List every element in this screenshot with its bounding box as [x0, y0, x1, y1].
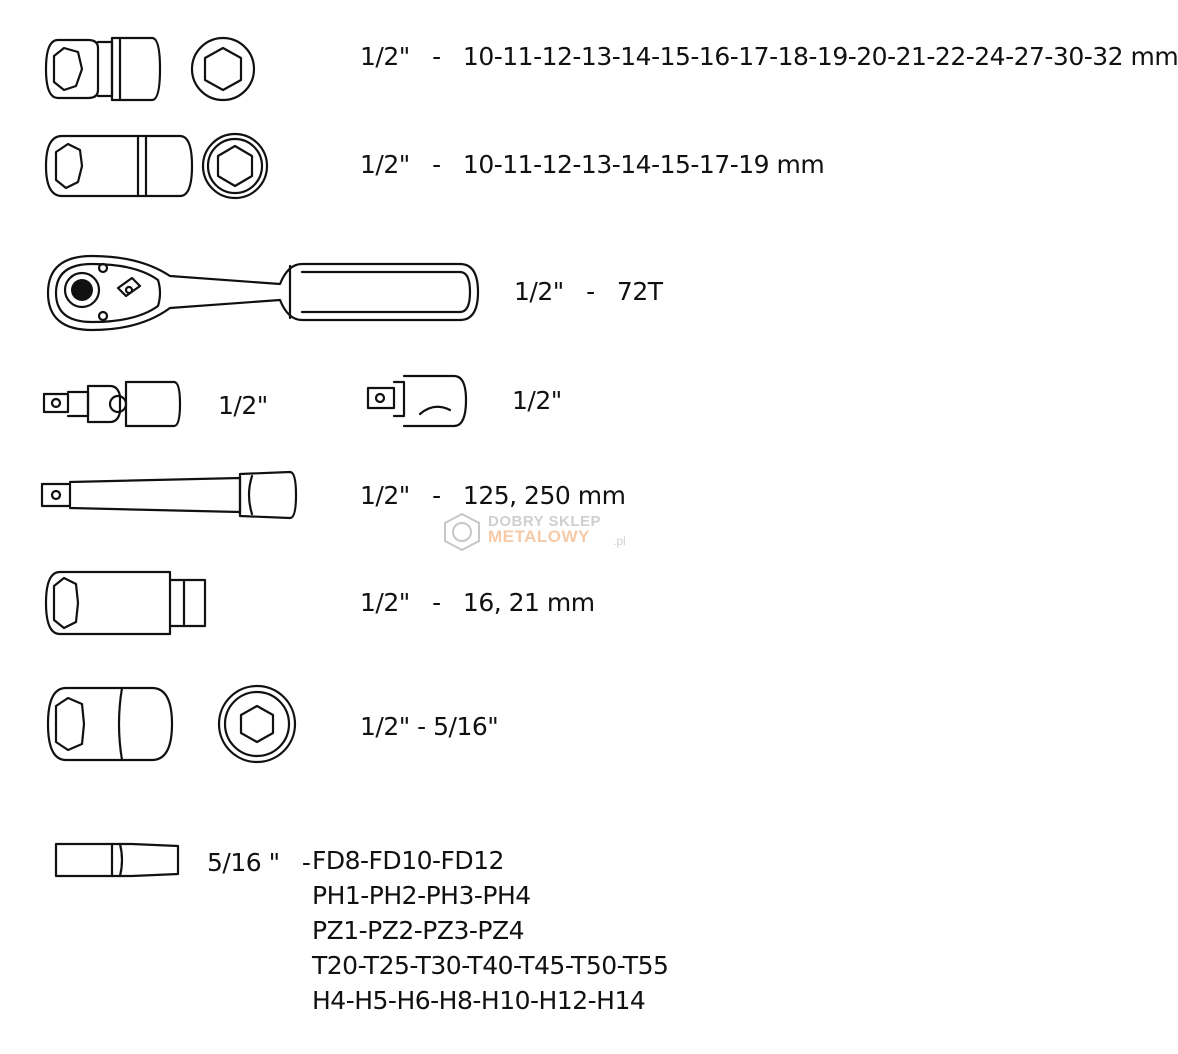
bits-line: PZ1-PZ2-PZ3-PZ4	[312, 916, 524, 945]
ratchet-icon	[40, 250, 490, 340]
bits-line: T20-T25-T30-T40-T45-T50-T55	[312, 951, 669, 980]
adapter-icon	[354, 372, 474, 432]
watermark	[440, 512, 660, 552]
row-1-spec: 1/2" - 10-11-12-13-14-15-16-17-18-19-20-21-22-24-27-30-32 mm	[360, 42, 1178, 71]
universal-joint-icon	[40, 372, 190, 436]
row-7-spec: 1/2" - 5/16"	[360, 712, 499, 741]
spark-plug-socket-icon	[40, 568, 230, 638]
watermark-line-2: METALOWY	[488, 527, 590, 546]
row-5-spec: 1/2" - 125, 250 mm	[360, 481, 626, 510]
bits-size: 5/16 " -	[207, 848, 311, 877]
row-2-spec: 1/2" - 10-11-12-13-14-15-17-19 mm	[360, 150, 825, 179]
screwdriver-bit-icon	[52, 840, 182, 880]
watermark-suffix: .pl	[613, 534, 626, 548]
row-4b-spec: 1/2"	[512, 386, 562, 415]
bits-line: PH1-PH2-PH3-PH4	[312, 881, 531, 910]
bits-line: FD8-FD10-FD12	[312, 846, 504, 875]
watermark-line-1: DOBRY SKLEP	[488, 513, 602, 530]
row-6-spec: 1/2" - 16, 21 mm	[360, 588, 595, 617]
deep-socket-icon	[40, 132, 280, 200]
extension-bar-icon	[40, 468, 310, 524]
bits-line: H4-H5-H6-H8-H10-H12-H14	[312, 986, 646, 1015]
bit-adapter-icon	[40, 682, 310, 766]
bits-list	[312, 843, 668, 1018]
row-4a-spec: 1/2"	[218, 391, 268, 420]
watermark-logo-icon	[440, 512, 484, 552]
standard-socket-icon	[40, 34, 270, 104]
row-3-spec: 1/2" - 72T	[514, 277, 663, 306]
